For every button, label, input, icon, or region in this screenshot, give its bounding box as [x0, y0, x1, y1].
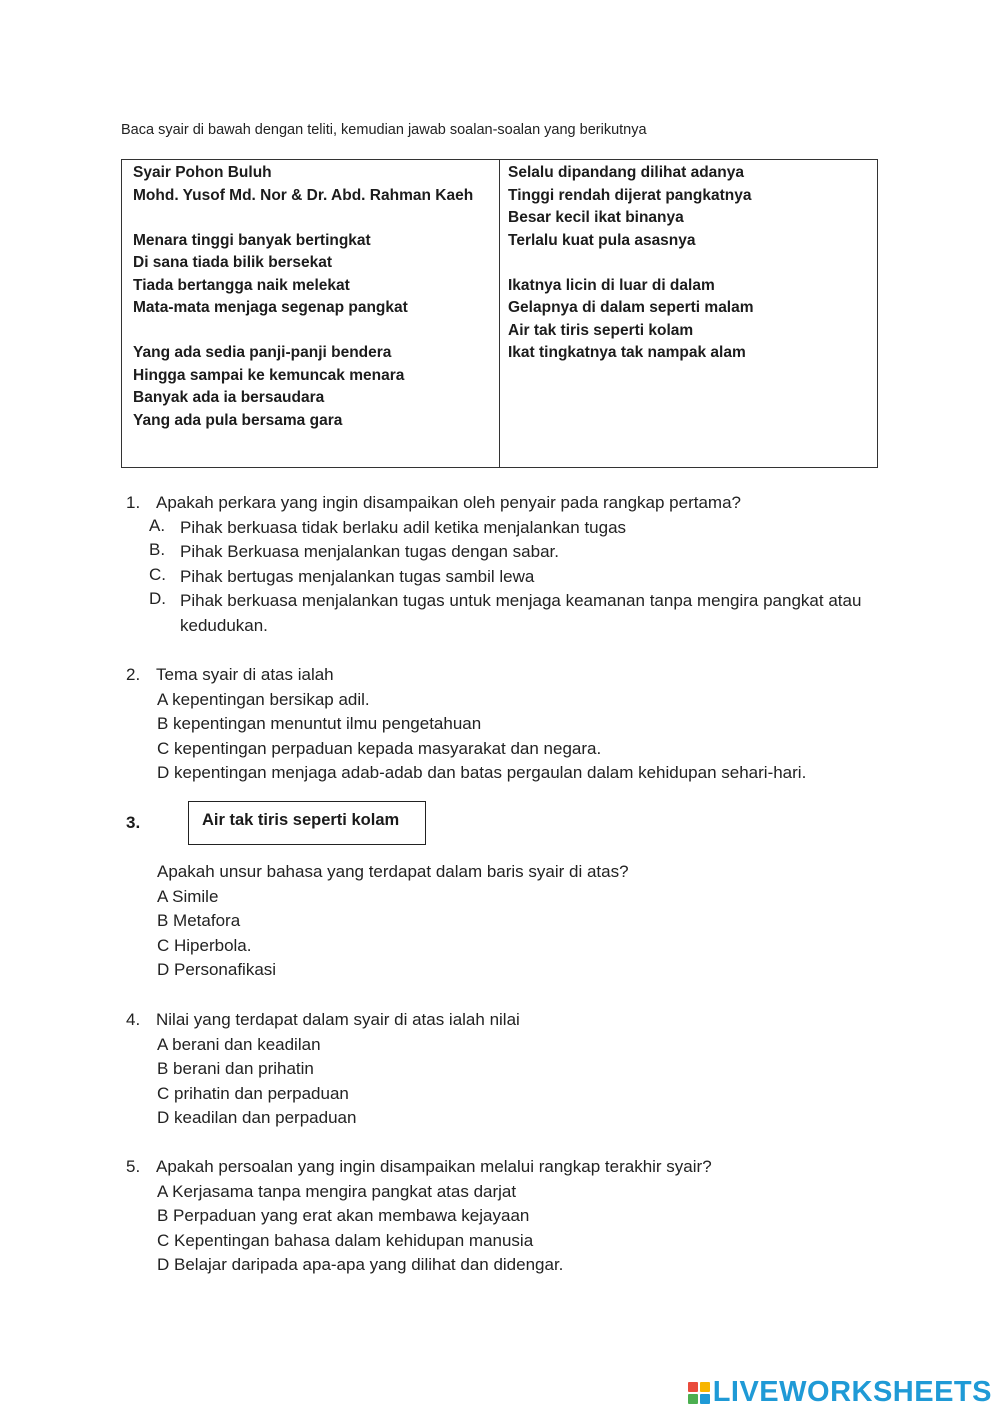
liveworksheets-logo-icon	[687, 1380, 711, 1406]
answer-option-b[interactable]: B Perpaduan yang erat akan membawa kejayaan	[157, 1206, 530, 1226]
answer-option-c[interactable]: C Hiperbola.	[157, 935, 252, 955]
option-text: Pihak berkuasa menjalankan tugas untuk menjaga keamanan tanpa mengira pangkat atau kedudukan.	[180, 591, 862, 635]
answer-option-d[interactable]: D Personafikasi	[157, 960, 277, 980]
poem-column-left	[122, 160, 500, 467]
option-letter: D.	[149, 589, 166, 609]
poem-line: Tinggi rendah dijerat pangkatnya	[508, 186, 752, 204]
question-text: Nilai yang terdapat dalam syair di atas ialah nilai	[156, 1010, 520, 1029]
question-number: 2.	[126, 665, 141, 684]
question-number: 5.	[126, 1157, 141, 1176]
question-1	[121, 491, 880, 639]
poem-line: Menara tinggi banyak bertingkat	[133, 231, 371, 249]
answer-option-a[interactable]: A Kerjasama tanpa mengira pangkat atas darjat	[157, 1181, 517, 1201]
question-2-stem	[121, 663, 806, 688]
option-text: Pihak bertugas menjalankan tugas sambil lewa	[180, 566, 535, 586]
poem-line: Di sana tiada bilik bersekat	[133, 254, 333, 271]
poem-line: Terlalu kuat pula asasnya	[508, 231, 696, 249]
answer-option-c[interactable]: C prihatin dan perpaduan	[157, 1083, 349, 1103]
option-letter: B.	[149, 540, 166, 560]
poem-line: Mata-mata menjaga segenap pangkat	[133, 299, 408, 316]
quoted-line-box: Air tak tiris seperti kolam	[188, 801, 426, 845]
answer-option-a[interactable]	[121, 516, 880, 541]
instruction-text: Baca syair di bawah dengan teliti, kemudian jawab soalan-soalan yang berikutnya	[121, 122, 647, 138]
liveworksheets-brand-text: LIVEWORKSHEETS	[712, 1376, 992, 1408]
option-letter: A.	[149, 515, 166, 535]
answer-option-b[interactable]: B Metafora	[157, 911, 241, 931]
poem-title: Syair Pohon Buluh	[133, 164, 272, 181]
poem-line: Hingga sampai ke kemuncak menara	[133, 366, 405, 384]
poem-column-right	[500, 160, 877, 467]
answer-option-a[interactable]: A kepentingan bersikap adil.	[157, 689, 370, 709]
answer-option-b[interactable]	[121, 540, 880, 565]
answer-option-d[interactable]: D Belajar daripada apa-apa yang dilihat dan didengar.	[157, 1255, 564, 1275]
poem-line: Besar kecil ikat binanya	[508, 209, 684, 226]
answer-option-d[interactable]	[121, 589, 880, 638]
question-5-stem	[121, 1155, 712, 1180]
answer-option-a[interactable]: A berani dan keadilan	[157, 1034, 321, 1054]
question-text: Apakah perkara yang ingin disampaikan oleh penyair pada rangkap pertama?	[156, 493, 741, 512]
poem-line: Selalu dipandang dilihat adanya	[508, 164, 744, 181]
poem-author: Mohd. Yusof Md. Nor & Dr. Abd. Rahman Kaeh	[133, 186, 474, 204]
question-3-number: 3.	[126, 813, 141, 832]
question-2	[121, 663, 806, 786]
question-4-stem	[121, 1008, 520, 1033]
question-4	[121, 1008, 520, 1131]
question-number: 4.	[126, 1010, 141, 1029]
poem-line: Ikatnya licin di luar di dalam	[508, 276, 715, 294]
answer-option-b[interactable]: B berani dan prihatin	[157, 1059, 314, 1079]
option-text: Pihak berkuasa tidak berlaku adil ketika menjalankan tugas	[180, 517, 627, 537]
question-1-stem	[121, 491, 880, 516]
question-text: Tema syair di atas ialah	[156, 665, 334, 684]
poem-line: Banyak ada ia bersaudara	[133, 389, 325, 406]
poem-line: Gelapnya di dalam seperti malam	[508, 299, 754, 316]
poem-table	[121, 159, 878, 468]
answer-option-c[interactable]	[121, 565, 880, 590]
answer-option-c[interactable]: C Kepentingan bahasa dalam kehidupan manusia	[157, 1230, 534, 1250]
answer-option-d[interactable]: D keadilan dan perpaduan	[157, 1108, 357, 1128]
answer-option-d[interactable]: D kepentingan menjaga adab-adab dan batas pergaulan dalam kehidupan sehari-hari.	[157, 763, 807, 783]
option-letter: C.	[149, 564, 166, 584]
liveworksheets-brand[interactable]	[687, 1376, 992, 1409]
question-text: Apakah unsur bahasa yang terdapat dalam baris syair di atas?	[157, 862, 629, 881]
poem-line: Air tak tiris seperti kolam	[508, 321, 694, 339]
poem-line: Tiada bertangga naik melekat	[133, 276, 350, 294]
option-text: Pihak Berkuasa menjalankan tugas dengan sabar.	[180, 542, 559, 562]
poem-line: Yang ada pula bersama gara	[133, 411, 343, 429]
answer-option-c[interactable]: C kepentingan perpaduan kepada masyarakat dan negara.	[157, 738, 602, 758]
answer-option-a[interactable]: A Simile	[157, 886, 219, 906]
question-5	[121, 1155, 712, 1278]
poem-line: Ikat tingkatnya tak nampak alam	[508, 344, 746, 361]
question-3	[121, 860, 629, 983]
poem-line: Yang ada sedia panji-panji bendera	[133, 344, 392, 361]
answer-option-b[interactable]: B kepentingan menuntut ilmu pengetahuan	[157, 714, 482, 734]
question-text: Apakah persoalan yang ingin disampaikan melalui rangkap terakhir syair?	[156, 1157, 712, 1176]
question-number: 1.	[126, 493, 141, 512]
